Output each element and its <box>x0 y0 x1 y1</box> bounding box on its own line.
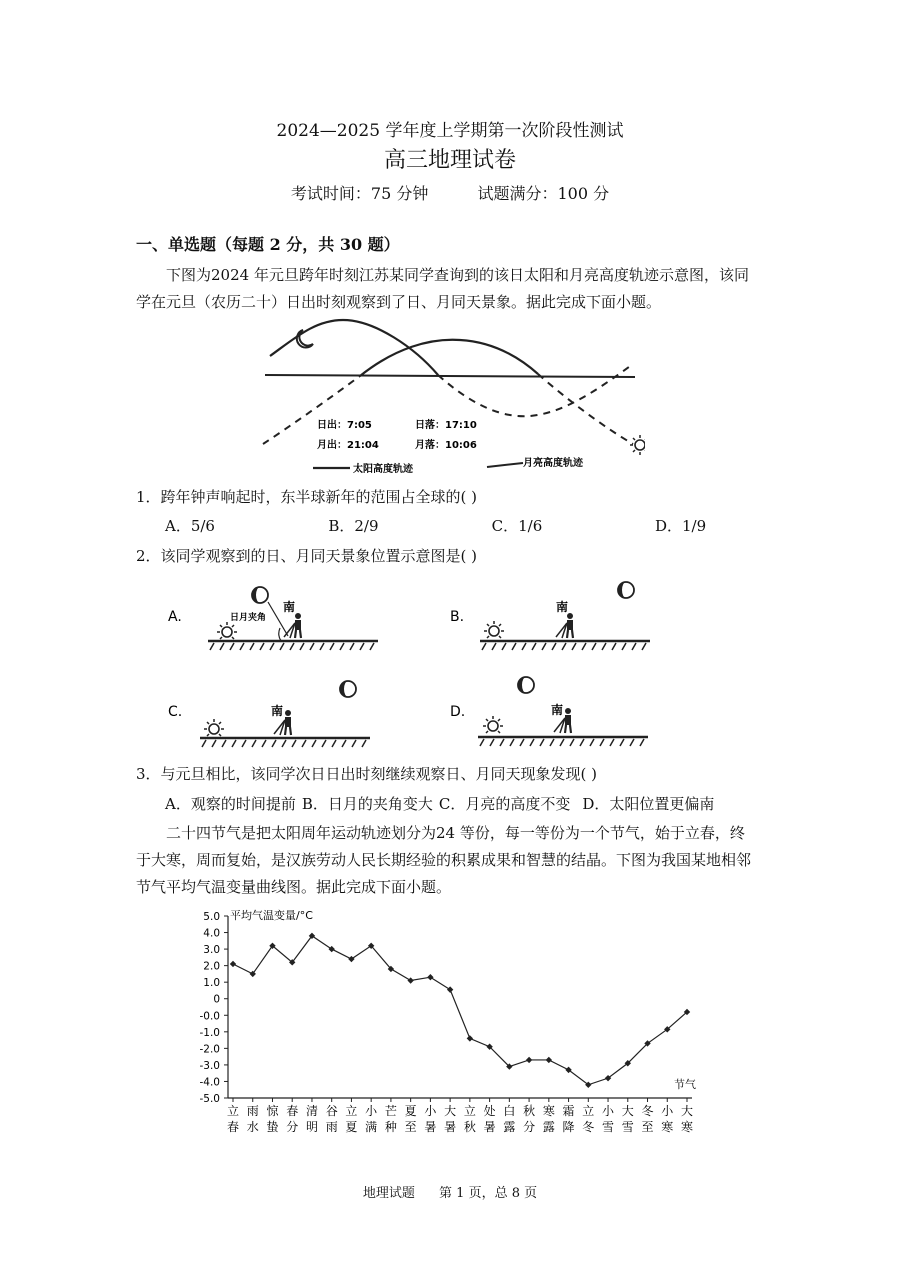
chart-x-tick-label: 至 <box>404 1120 417 1134</box>
legend-moon-label: 月亮高度轨迹 <box>523 458 583 469</box>
chart-x-tick-label: 至 <box>641 1120 654 1134</box>
chart-x-tick-label: 大 <box>444 1104 457 1118</box>
chart-x-tick-label: 降 <box>562 1120 575 1134</box>
panel-b-south: 南 <box>556 600 569 614</box>
chart-x-tick-label: 大 <box>680 1104 694 1118</box>
angle-label: 日月夹角 <box>230 613 267 623</box>
panel-d[interactable] <box>450 677 648 746</box>
chart-x-tick-label: 暑 <box>424 1120 437 1134</box>
chart-y-ticks <box>200 911 229 1105</box>
chart-x-tick-label: 暑 <box>444 1120 457 1134</box>
page-title: 高三地理试卷 <box>383 148 516 173</box>
sun-track-lower-left <box>263 376 360 444</box>
chart-x-tick-label: 满 <box>365 1120 378 1134</box>
chart-x-tick-label: 立 <box>226 1104 240 1118</box>
sunrise-label: 日出：7:05 <box>317 420 372 431</box>
sun-icon <box>630 435 645 455</box>
chart-y-tick-label: 2.0 <box>203 960 220 973</box>
panel-c-letter: C. <box>168 704 183 720</box>
chart-x-tick-label: 寒 <box>680 1120 694 1134</box>
chart-y-tick-label: 3.0 <box>203 944 220 957</box>
q3-option-d[interactable]: D．太阳位置更偏南 <box>582 795 715 813</box>
intro-paragraph-2: 二十四节气是把太阳周年运动轨迹划分为24 等份，每一等份为一个节气，始于立春，终于大寒，周而复始，是汉族劳动人民长期经验的积累成果和智慧的结晶。下图为我国某地相邻节气平均气温变量曲线图。据此完成下面小题。 <box>136 824 752 896</box>
exam-info <box>0 181 900 204</box>
chart-x-tick-label: 露 <box>503 1120 516 1134</box>
chart-x-tick-label: 惊 <box>266 1104 279 1118</box>
q3-option-a[interactable]: A．观察的时间提前 <box>165 795 296 813</box>
panel-d-letter: D. <box>450 704 466 720</box>
chart-y-tick-label: 5.0 <box>203 911 220 923</box>
chart-y-tick-label: -5.0 <box>199 1093 220 1105</box>
chart-point <box>407 977 413 983</box>
chart-y-tick-label: 4.0 <box>203 927 220 940</box>
question-2-stem: 2．该同学观察到的日、月同天景象位置示意图是( ) <box>136 547 478 565</box>
chart-x-tick-label: 春 <box>226 1120 240 1134</box>
chart-x-tick-label: 暑 <box>483 1120 496 1134</box>
chart-x-tick-label: 明 <box>305 1120 318 1134</box>
chart-point <box>447 986 453 992</box>
panel-b[interactable] <box>450 582 650 650</box>
chart-x-tick-label: 小 <box>602 1104 615 1118</box>
chart-series <box>230 933 690 1088</box>
chart-x-tick-label: 立 <box>582 1104 595 1118</box>
moon-track-upper <box>270 320 438 375</box>
chart-x-tick-label: 露 <box>542 1120 555 1134</box>
chart-x-tick-label: 白 <box>503 1104 516 1118</box>
section-heading: 一、单选题（每题 2 分，共 30 题） <box>136 235 400 254</box>
chart-x-tick-label: 小 <box>365 1104 378 1118</box>
chart-point <box>467 1035 473 1041</box>
panel-a-letter: A. <box>168 609 182 625</box>
chart-point <box>526 1057 532 1063</box>
moonset-label: 月落：10:06 <box>415 440 477 451</box>
sun-moon-altitude-figure <box>255 318 645 478</box>
chart-x-tick-label: 立 <box>463 1104 476 1118</box>
chart-x-tick-label: 寒 <box>661 1120 674 1134</box>
temperature-change-chart <box>180 906 710 1138</box>
chart-x-tick-label: 水 <box>246 1120 259 1134</box>
chart-point <box>427 974 433 980</box>
chart-y-tick-label: -3.0 <box>199 1059 220 1072</box>
chart-x-tick-label: 芒 <box>384 1104 397 1118</box>
question-3-options <box>165 793 725 814</box>
chart-line <box>233 936 687 1085</box>
chart-x-tick-label: 雪 <box>602 1120 615 1134</box>
chart-point <box>230 961 236 967</box>
panel-d-south: 南 <box>551 703 564 717</box>
q1-option-d[interactable]: D．1/9 <box>654 517 707 535</box>
full-score: 试题满分：100 分 <box>477 184 610 203</box>
chart-point <box>348 956 354 962</box>
chart-x-tick-label: 寒 <box>542 1104 555 1118</box>
panel-b-letter: B. <box>450 609 465 625</box>
chart-x-tick-label: 清 <box>305 1104 318 1118</box>
chart-x-tick-label: 雨 <box>246 1104 259 1118</box>
chart-x-tick-label: 蛰 <box>266 1120 279 1134</box>
chart-y-tick-label: -4.0 <box>199 1076 220 1089</box>
page-footer <box>0 1182 900 1201</box>
legend-moon-line <box>487 463 523 467</box>
moonrise-label: 月出：21:04 <box>317 440 379 451</box>
question-3-stem: 3．与元旦相比，该同学次日日出时刻继续观察日、月同天现象发现( ) <box>136 765 598 783</box>
chart-x-tick-label: 霜 <box>562 1104 575 1118</box>
panel-a[interactable] <box>168 587 378 650</box>
chart-point <box>328 946 334 952</box>
chart-y-tick-label: 0 <box>213 993 220 1006</box>
intro-paragraph-1: 下图为2024 年元旦跨年时刻江苏某同学查询到的该日太阳和月亮高度轨迹示意图，该同学在元旦（农历二十）日出时刻观察到了日、月同天景象。据此完成下面小题。 <box>136 266 749 311</box>
chart-y-tick-label: -1.0 <box>199 1026 220 1039</box>
question-1-options <box>165 515 725 536</box>
chart-x-tick-label: 秋 <box>523 1104 536 1118</box>
panel-c-south: 南 <box>271 704 284 718</box>
q1-option-a[interactable]: A．5/6 <box>165 517 215 535</box>
question-1-stem: 1．跨年钟声响起时，东半球新年的范围占全球的( ) <box>136 488 478 506</box>
legend-sun-label: 太阳高度轨迹 <box>353 464 413 475</box>
sun-track-upper <box>360 340 538 376</box>
horizon-line <box>265 375 635 377</box>
chart-x-tick-label: 冬 <box>582 1120 595 1134</box>
chart-y-tick-label: 1.0 <box>203 977 220 990</box>
panel-c[interactable] <box>168 681 370 747</box>
q3-option-c[interactable]: C．月亮的高度不变 <box>438 795 571 813</box>
q3-option-b[interactable]: B．日月的夹角变大 <box>301 795 433 813</box>
chart-x-tick-label: 小 <box>424 1104 437 1118</box>
panel-a-south: 南 <box>283 600 296 614</box>
chart-x-tick-label: 夏 <box>345 1120 358 1134</box>
chart-x-tick-label: 处 <box>483 1104 496 1118</box>
chart-x-tick-label: 立 <box>345 1104 358 1118</box>
chart-x-tick-label: 小 <box>661 1104 674 1118</box>
sun-track-lower-right <box>538 374 633 444</box>
q1-option-b[interactable]: B．2/9 <box>328 517 379 535</box>
chart-x-tick-label: 雪 <box>621 1120 634 1134</box>
chart-x-tick-label: 雨 <box>325 1120 338 1134</box>
sunset-label: 日落：17:10 <box>415 420 477 431</box>
chart-x-label: 节气 <box>674 1078 696 1091</box>
chart-y-tick-label: -0.0 <box>199 1010 220 1023</box>
chart-y-tick-label: -2.0 <box>199 1043 220 1056</box>
chart-x-tick-label: 夏 <box>404 1104 417 1118</box>
chart-axes <box>228 916 692 1098</box>
chart-x-tick-label: 秋 <box>463 1120 476 1134</box>
chart-x-tick-label: 分 <box>286 1120 299 1134</box>
exam-time: 考试时间：75 分钟 <box>290 184 429 203</box>
chart-x-tick-label: 冬 <box>641 1104 654 1118</box>
chart-x-categories <box>227 1098 693 1134</box>
chart-x-tick-label: 分 <box>523 1120 536 1134</box>
chart-point <box>546 1057 552 1063</box>
chart-x-tick-label: 谷 <box>325 1104 338 1118</box>
chart-x-tick-label: 大 <box>621 1104 634 1118</box>
chart-x-tick-label: 春 <box>286 1104 299 1118</box>
exam-period: 2024—2025 学年度上学期第一次阶段性测试 <box>276 121 624 141</box>
q1-option-c[interactable]: C．1/6 <box>491 517 543 535</box>
chart-y-label: 平均气温变量/°C <box>230 909 313 922</box>
question-2-panels <box>160 578 660 753</box>
footer-page: 第 1 页，总 8 页 <box>439 1186 538 1201</box>
footer-subject: 地理试题 <box>362 1186 415 1201</box>
chart-x-tick-label: 种 <box>384 1120 397 1134</box>
